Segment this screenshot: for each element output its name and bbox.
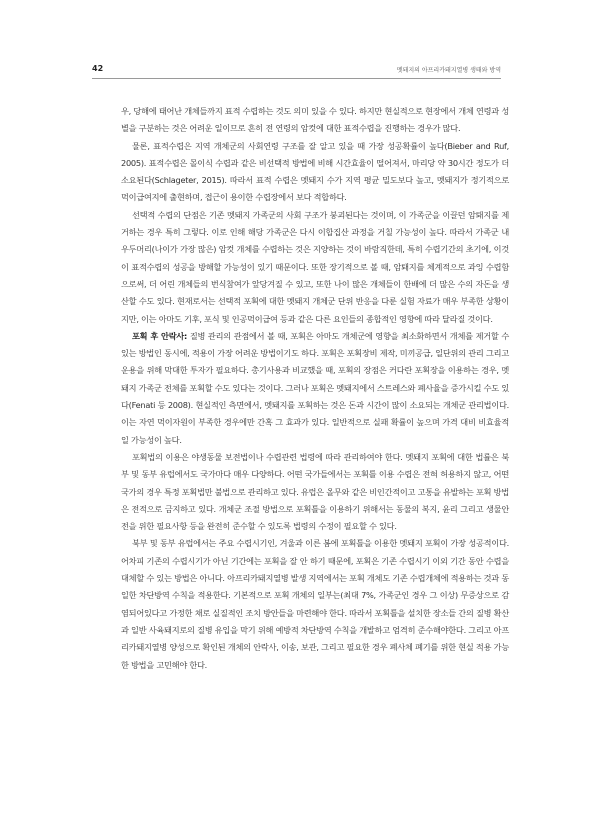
page-header <box>92 64 501 79</box>
paragraph-text: 북부 및 동부 유럽에서는 주요 수렵시기인, 겨울과 이른 봄에 포획틀을 이용한 멧돼지 포획이 가장 성공적이다. 어차피 기존의 수렵시기가 아닌 기간에는 포획을 잘 안 하기 때문에, 포획은 기존 수렵시기 이외 기간 동안 수렵을 대체할 수 있는 방법은 아니다. 아프리카돼지열병 발생 지역에서는 포획 개체도 기존 수렵개체에 적용하는 것과 동일한 차단방역 수칙을 적용한다. 기본적으로 포획 개체의 일부는(최대 7%, 가족군인 경우 그 이상) 무증상으로 감염되어있다고 가정한 채로 실질적인 조치 방안들을 마련해야 한다. 따라서 포획틀을 설치한 장소들 간의 질병 확산과 일반 사육돼지로의 질병 유입을 막기 위해 예방적 차단방역 수칙을 개발하고 엄격히 준수해야한다. 그리고 아프리카돼지열병 양성으로 확인된 개체의 안락사, 이송, 보관, 그리고 필요한 경우 폐사체 폐기를 위한 현실 적용 가능한 방법을 고민해야 한다. <box>121 538 509 670</box>
paragraph-text: 포획법의 이용은 야생동물 보전법이나 수렵관련 법령에 따라 관리하여야 한다. 멧돼지 포획에 대한 법률은 북부 및 동부 유럽에서도 국가마다 매우 다양하다. 어떤 국가들에서는 포획틀 이용 수렵은 전혀 허용하지 않고, 어떤 국가의 경우 특정 포획법만 불법으로 관리하고 있다. 유럽은 올무와 같은 비인간적이고 고통을 유발하는 포획 방법은 전적으로 금지하고 있다. 개체군 조절 방법으로 포획틀을 이용하기 위해서는 동물의 복지, 윤리 그리고 생물안전을 위한 필요사항 등을 완전히 준수할 수 있도록 법령의 수정이 필요할 수 있다. <box>121 451 509 532</box>
paragraph-text: 우, 당해에 태어난 개체들까지 표적 수렵하는 것도 의미 있을 수 있다. 하지만 현실적으로 현장에서 개체 연령과 성별을 구분하는 것은 어려운 일이므로 흔히 전 연령의 암컷에 대한 표적수렵을 진행하는 경우가 많다. <box>121 106 509 134</box>
paragraph-5 <box>121 449 509 535</box>
running-title: 멧돼지의 아프리카돼지열병 생태와 방역 <box>396 67 501 74</box>
paragraph-4 <box>121 328 509 449</box>
paragraph-2 <box>121 138 509 207</box>
paragraph-text: 물론, 표적수렵은 지역 개체군의 사회연령 구조를 잘 알고 있을 때 가장 성공확률이 높다(Bieber and Ruf, 2005). 표적수렵은 몰이식 수렵과 같은 비선택적 방법에 비해 시간효율이 떨어져서, 마리당 약 30시간 정도가 더 소요된다(Schlageter, 2015). 따라서 표적 수렵은 멧돼지 수가 지역 평균 밀도보다 높고, 멧돼지가 정기적으로 먹이급여지에 출현하며, 접근이 용이한 수렵장에서 보다 적합하다. <box>121 140 509 203</box>
paragraph-text: 선택적 수렵의 단점은 기존 멧돼지 가족군의 사회 구조가 붕괴된다는 것이며, 이 가족군을 이끌던 암퇘지를 제거하는 경우 특히 그렇다. 이로 인해 해당 가족군은 다시 이합집산 과정을 거칠 가능성이 높다. 따라서 가족군 내 우두머리(나이가 가장 많은) 암컷 개체를 수렵하는 것은 지양하는 것이 바람직한데, 특히 수렵기간의 초기에, 이것이 표적수렵의 성공을 방해할 가능성이 있기 때문이다. 또한 장기적으로 볼 때, 암퇘지를 체계적으로 과잉 수렵함으로써, 더 어린 개체들의 번식참여가 앞당겨질 수 있고, 또한 나이 많은 개체들이 한배에 더 많은 수의 자돈을 생산할 수도 있다. 현재로서는 선택적 포획에 대한 멧돼지 개체군 단위 반응을 다룬 실험 자료가 매우 부족한 상황이지만, 이는 아마도 기후, 포식 및 인공먹이급여 등과 같은 다른 요인들의 종합적인 영향에 따라 달라질 것이다. <box>121 209 509 324</box>
paragraph-3 <box>121 207 509 328</box>
paragraph-lead-heading: 포획 후 안락사: <box>132 330 188 341</box>
paragraph-text: 질병 관리의 관점에서 볼 때, 포획은 아마도 개체군에 영향을 최소화하면서 개체를 제거할 수 있는 방법인 동시에, 적용이 가장 어려운 방법이기도 하다. 포획은 포획장비 제작, 미끼공급, 일단위의 관리 그리고 운용을 위해 막대한 투자가 필요하다. 총기사용과 비교했을 때, 포획의 장점은 커다란 포획장을 이용하는 경우, 멧돼지 가족군 전체를 포획할 수도 있다는 것이다. 그러나 포획은 멧돼지에서 스트레스와 폐사율을 증가시킬 수도 있다(Fenati 등 2008). 현실적인 측면에서, 멧돼지를 포획하는 것은 돈과 시간이 많이 소요되는 개체군 관리법이다. 이는 자연 먹이자원이 부족한 경우에만 간혹 그 효과가 있다. 일반적으로 실패 확률이 높으며 가격 대비 비효율적일 가능성이 높다. <box>121 330 509 445</box>
paragraph-6 <box>121 535 509 673</box>
page-number: 42 <box>92 64 104 73</box>
body-text <box>121 103 509 674</box>
paragraph-1 <box>121 103 509 138</box>
